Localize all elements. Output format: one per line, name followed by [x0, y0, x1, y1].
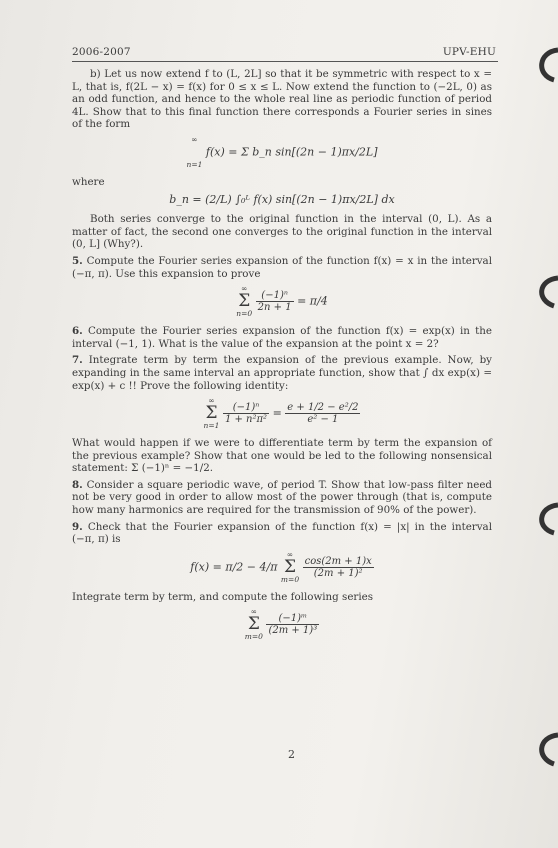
where-label: where	[72, 175, 105, 188]
problem-7b: What would happen if we were to differentiate term by term the expansion of the previous example? Show that one would be led to the following nonsensical statement: Σ (−1)ⁿ = −1/2.	[72, 437, 492, 475]
header-right: UPV-EHU	[442, 46, 496, 58]
paragraph-b: b) Let us now extend f to (L, 2L] so that it be symmetric with respect to x = L, that is, f(2L − x) = f(x) for 0 ≤ x ≤ L. Now extend the function to (−2L, 0) as an odd function, and hence to the whole real line as periodic function of period 4L. Show that to this final function there corresponds a Fourier series in sines of the form	[72, 68, 492, 131]
document-body	[72, 68, 492, 648]
equation-5: f(x) = π/2 − 4/π ∞ Σ m=0 $\frac{\cos(2m + 1)x}{\text{(2m + 1)²}}$	[190, 549, 372, 584]
problem-6: 6. Compute the Fourier series expansion of the function f(x) = exp(x) in the interval (−1, 1). What is the value of the expansion at the point x = 2?	[72, 325, 492, 350]
equation-3: ∞ Σ n=0 $\frac{\text{(−1)ⁿ}}{2n + 1}$ = π/4	[236, 284, 328, 319]
binder-rings	[518, 0, 558, 848]
header-left: 2006-2007	[72, 46, 131, 58]
problem-9: 9. Check that the Fourier expansion of the function f(x) = |x| in the interval (−π, π) is	[72, 520, 492, 546]
equation-6: ∞ Σ m=0 $\frac{\text{(−1)ᵐ}}{\text{(2m + 1)³}}$	[244, 607, 318, 642]
problem-8: 8. Consider a square periodic wave, of period T. Show that low-pass filter need not be very good in order to allow most of the power through (that is, compute how many harmonics are required for the transmission of 90% of the power).	[72, 478, 492, 517]
problem-5: 5. Compute the Fourier series expansion of the function f(x) = x in the interval (−π, π). Use this expansion to prove	[72, 254, 492, 280]
equation-1-text: f(x) = Σ b_n sin[(2n − 1)πx/2L]	[205, 145, 378, 159]
equation-1	[72, 136, 492, 169]
problem-9b: Integrate term by term, and compute the following series	[72, 590, 374, 603]
equation-2: b_n = (2/L) ∫₀ᴸ f(x) sin[(2n − 1)πx/2L] dx	[169, 192, 395, 206]
paragraph-both: Both series converge to the original function in the interval (0, L). As a matter of fact, the second one converges to the original function in the interval (0, L] (Why?).	[72, 213, 492, 251]
header-rule	[72, 61, 498, 62]
page-number: 2	[288, 748, 295, 761]
sum-1: ∞ n=1	[186, 134, 203, 169]
problem-7: 7. Integrate term by term the expansion of the previous example. Now, by expanding in the same interval an appropriate function, show that ∫ dx exp(x) = exp(x) + c !! Prove the following identity:	[72, 354, 492, 392]
equation-4: ∞ Σ n=1 $\frac{\text{(−1)ⁿ}}{\text{1 + n²π²}}$ = $\frac{\text{e + 1/2 − e²/2}}{\text{e² − 1}}$	[203, 396, 359, 431]
